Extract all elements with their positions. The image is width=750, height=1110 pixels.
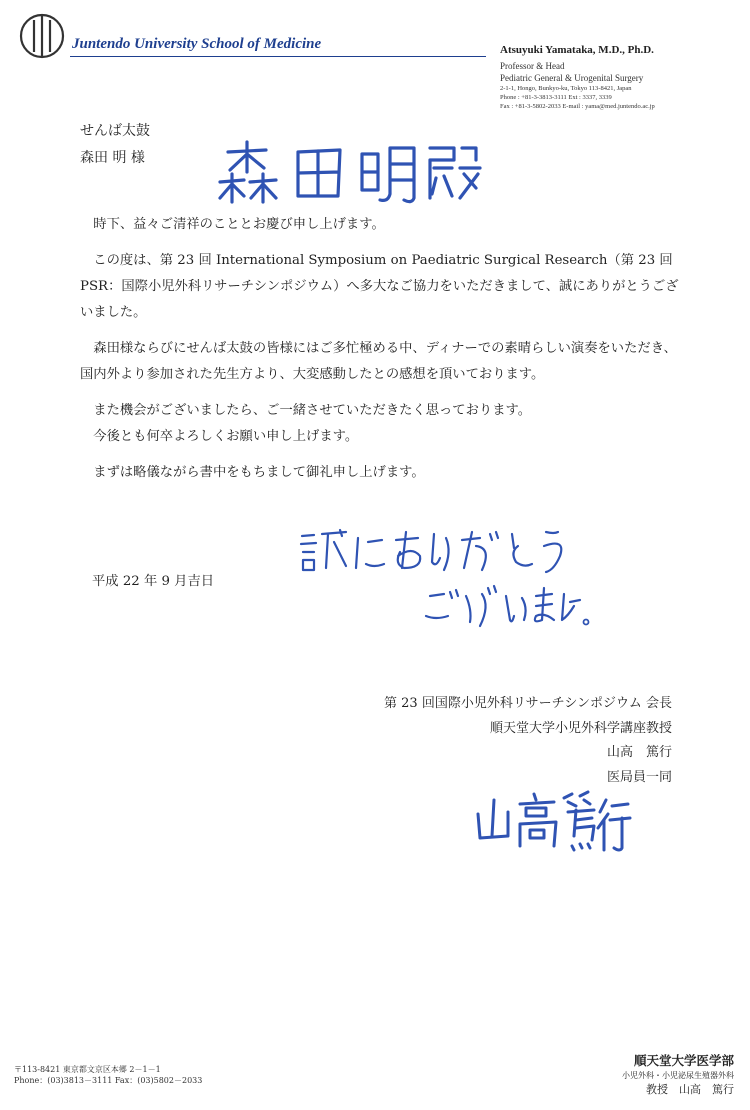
author-info [500,60,655,111]
professor-title: 順天堂大学小児外科学講座教授 [489,720,672,736]
handwritten-signature [472,790,632,854]
closing-paragraph: まずは略儀ながら書中をもちまして御礼申し上げます。 [93,465,425,480]
letter-date: 平成 22 年 9 月吉日 [92,574,215,589]
footer-department: 小児外科・小児泌尿生殖器外科 [622,1071,734,1080]
author-title: Professor & Head [500,61,565,71]
signatory-name: 山高 篤行 [606,745,672,760]
author-department: Pediatric General & Urogenital Surgery [500,73,644,83]
regards-paragraph: 今後とも何卒よろしくお願い申し上げます。 [93,429,359,444]
department-staff: 医局員一同 [606,769,672,785]
performance-paragraph: 森田様ならびにせんば太鼓の皆様にはご多忙極める中、ディナーでの素晴らしい演奏をいただき、国内外より参加された先生方より、大変感動したとの感想を頂いております。 [80,341,677,382]
future-paragraph: また機会がございましたら、ご一緒させていただきたく思っております。 [93,403,532,418]
author-name: Atsuyuki Yamataka, M.D., Ph.D. [500,44,654,56]
footer-faculty [622,1052,734,1098]
letter-body [80,212,680,496]
handwritten-thanks [296,522,596,630]
school-name: Juntendo University School of Medicine [72,36,322,52]
signature-block [384,692,672,790]
header-rule [70,56,486,57]
footer-professor: 教授 山高 篤行 [646,1083,734,1096]
handwritten-name [214,138,484,206]
addressee-organization: せんば太鼓 [80,123,150,139]
footer-address [14,1064,202,1086]
addressee [80,118,150,172]
footer-postal-address: 〒113-8421 東京都文京区本郷 2－1－1 [14,1065,161,1074]
juntendo-logo-icon [18,12,66,60]
author-fax-email: Fax : +81-3-5802-2033 E-mail : yama@med.juntendo.ac.jp [500,103,655,110]
footer-faculty-name: 順天堂大学医学部 [633,1053,734,1068]
thanks-paragraph: この度は、第 23 回 International Symposium on Paediatric Surgical Research（第 23 回 PSR：国際小児外科リサーチシンポジウム）へ多大なご協力をいただきまして、誠にありがとうございました。 [80,253,679,320]
symposium-president: 第 23 回国際小児外科リサーチシンポジウム 会長 [384,696,672,711]
author-address: 2-1-1, Hongo, Bunkyo-ku, Tokyo 113-8421, Japan [500,85,632,92]
footer-phone-fax: Phone：(03)3813－3111 Fax：(03)5802－2033 [14,1076,203,1085]
author-phone: Phone : +81-3-3813-3111 Ext : 3337, 3339 [500,94,612,101]
addressee-name: 森田 明 様 [80,150,145,166]
greeting-paragraph: 時下、益々ご清祥のこととお慶び申し上げます。 [93,217,385,232]
